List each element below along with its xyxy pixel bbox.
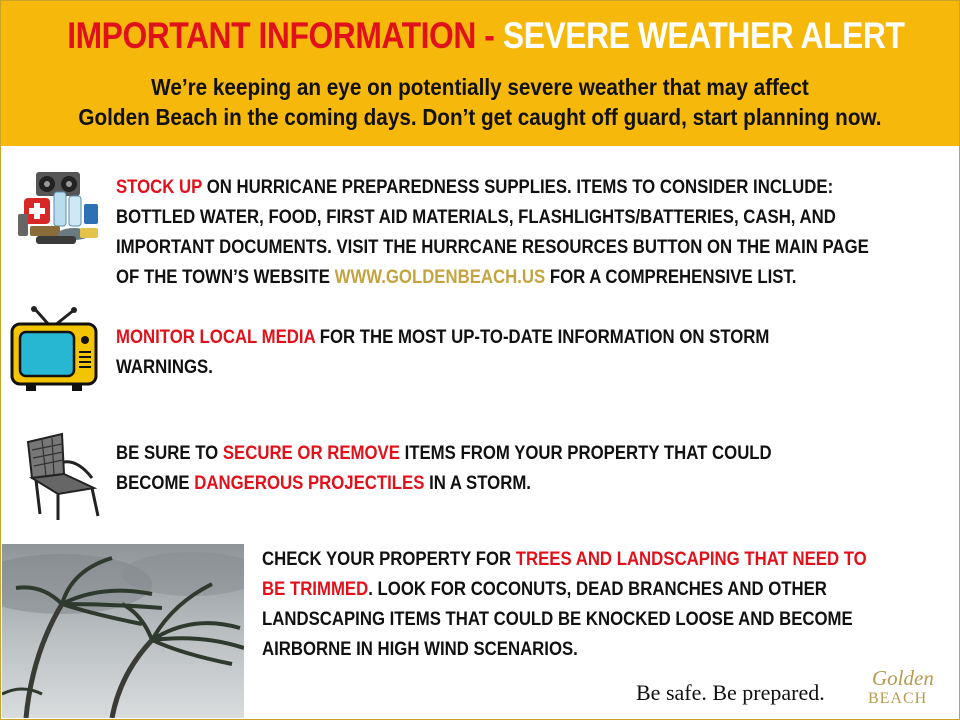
trees-line-1: CHECK YOUR PROPERTY FOR TREES AND LANDSCAPING THAT NEED TO — [262, 548, 867, 570]
secure-or-remove-highlight: SECURE OR REMOVE — [222, 442, 400, 464]
supplies-line-4: OF THE TOWN’S WEBSITE WWW.GOLDENBEACH.US FOR A COMPREHENSIVE LIST. — [116, 266, 797, 288]
logo-golden: Golden — [872, 666, 934, 690]
be-trimmed-highlight: BE TRIMMED — [262, 578, 369, 600]
windblown-palm-trees-photo — [2, 544, 244, 718]
supplies-line-1: STOCK UP ON HURRICANE PREPAREDNESS SUPPLIES. ITEMS TO CONSIDER INCLUDE: — [116, 176, 834, 198]
emergency-supplies-icon — [14, 170, 106, 252]
website-link[interactable]: WWW.GOLDENBEACH.US — [334, 266, 546, 288]
secure-line-1: BE SURE TO SECURE OR REMOVE ITEMS FROM YOUR PROPERTY THAT COULD — [116, 442, 772, 464]
dangerous-projectiles-highlight: DANGEROUS PROJECTILES — [194, 472, 425, 494]
trees-line-4: AIRBORNE IN HIGH WIND SCENARIOS. — [262, 638, 578, 660]
trees-line-3: LANDSCAPING ITEMS THAT COULD BE KNOCKED LOOSE AND BECOME — [262, 608, 853, 630]
television-icon — [10, 306, 100, 392]
secure-line-2: BECOME DANGEROUS PROJECTILES IN A STORM. — [116, 472, 531, 494]
title-severe-weather-alert: SEVERE WEATHER ALERT — [502, 15, 905, 56]
title-important-information: IMPORTANT INFORMATION - — [67, 15, 503, 56]
supplies-line-2: BOTTLED WATER, FOOD, FIRST AID MATERIALS, FLASHLIGHTS/BATTERIES, CASH, AND — [116, 206, 836, 228]
media-item — [116, 322, 876, 382]
supplies-item — [116, 172, 960, 292]
secure-item — [116, 438, 878, 498]
logo-beach: BEACH — [868, 690, 928, 707]
supplies-line-3: IMPORTANT DOCUMENTS. VISIT THE HURRCANE RESOURCES BUTTON ON THE MAIN PAGE — [116, 236, 869, 258]
patio-chair-icon — [18, 432, 104, 522]
trees-item — [262, 544, 960, 664]
media-line-2: WARNINGS. — [116, 356, 213, 378]
media-line-1: MONITOR LOCAL MEDIA FOR THE MOST UP-TO-DATE INFORMATION ON STORM — [116, 326, 770, 348]
trees-line-2: BE TRIMMED. LOOK FOR COCONUTS, DEAD BRANCHES AND OTHER — [262, 578, 827, 600]
intro-line-2: Golden Beach in the coming days. Don’t get caught off guard, start planning now. — [78, 104, 882, 130]
stock-up-highlight: STOCK UP — [116, 176, 203, 198]
monitor-local-media-highlight: MONITOR LOCAL MEDIA — [116, 326, 316, 348]
golden-beach-logo — [866, 664, 936, 714]
alert-banner — [0, 0, 960, 146]
page-title — [67, 14, 905, 58]
trees-landscaping-highlight: TREES AND LANDSCAPING THAT NEED TO — [515, 548, 867, 570]
footer-tagline: Be safe. Be prepared. — [636, 680, 825, 705]
intro-text — [0, 72, 960, 132]
intro-line-1: We’re keeping an eye on potentially severe weather that may affect — [151, 74, 809, 100]
